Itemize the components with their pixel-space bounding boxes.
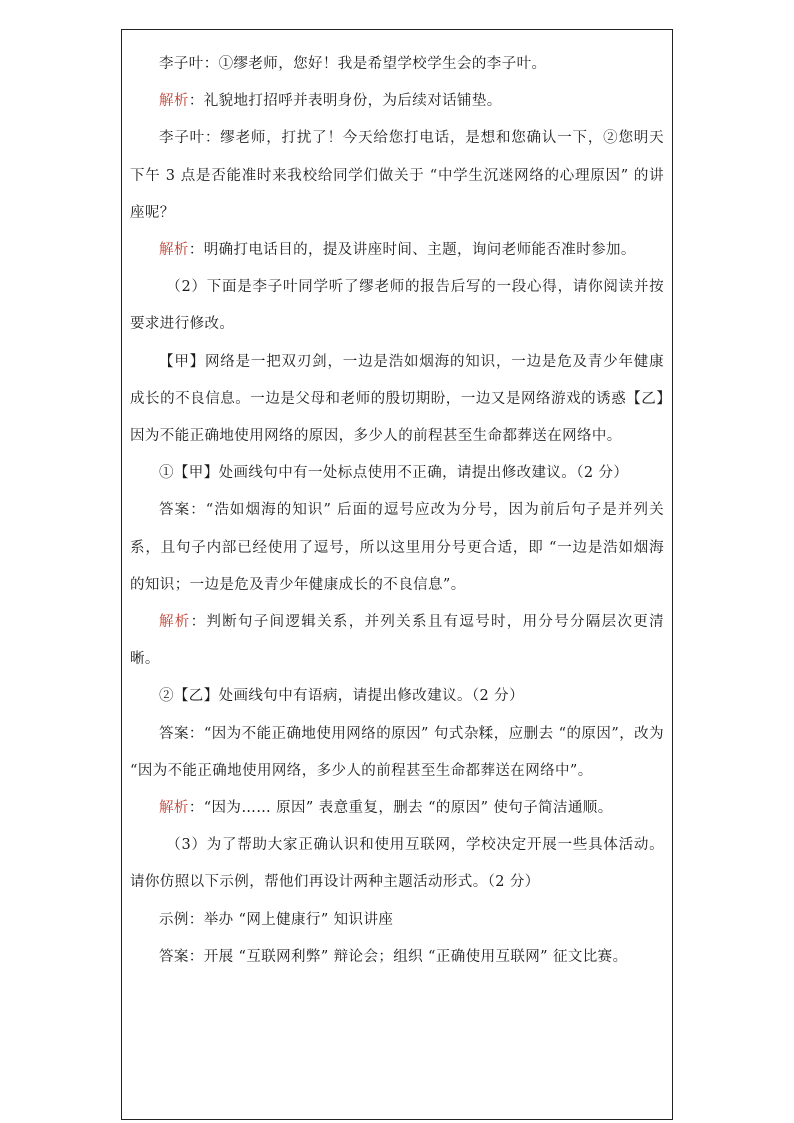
analysis-label: 解析 xyxy=(159,800,189,817)
document-frame xyxy=(121,29,673,1120)
answer-3 xyxy=(130,939,664,976)
analysis-3 xyxy=(130,604,664,678)
paragraph-text: 示例：举办 “网上健康行” 知识讲座 xyxy=(159,911,394,928)
paragraph-text: 答案：开展 “互联网利弊” 辩论会；组织 “正确使用互联网” 征文比赛。 xyxy=(159,948,628,965)
paragraph-text: ②【乙】处画线句中有语病，请提出修改建议。（2 分） xyxy=(159,688,524,705)
paragraph-text: ：判断句子间逻辑关系，并列关系且有逗号时，用分号分隔层次更清晰。 xyxy=(130,614,664,668)
paragraph-text: 李子叶：缪老师，打扰了！今天给您打电话，是想和您确认一下，②您明天下午 3 点是否能准时来我校给同学们做关于 “中学生沉迷网络的心理原因” 的讲座呢？ xyxy=(130,130,664,221)
paragraph-text: ①【甲】处画线句中有一处标点使用不正确，请提出修改建议。（2 分） xyxy=(159,465,629,482)
dialogue-li-1 xyxy=(130,46,664,83)
analysis-4 xyxy=(130,790,664,827)
paragraph-text: ：“因为…… 原因” 表意重复，删去 “的原因” 使句子简洁通顺。 xyxy=(188,800,613,817)
dialogue-li-2 xyxy=(130,120,664,232)
answer-1 xyxy=(130,492,664,604)
analysis-1 xyxy=(130,83,664,120)
paragraph-text: 【甲】网络是一把双刃剑，一边是浩如烟海的知识，一边是危及青少年健康成长的不良信息。一边是父母和老师的殷切期盼，一边又是网络游戏的诱惑【乙】因为不能正确地使用网络的原因，多少人的前程甚至生命都葬送在网络中。 xyxy=(130,353,664,445)
analysis-label: 解析 xyxy=(159,242,189,259)
answer-2 xyxy=(130,716,664,790)
paragraph-text: （2）下面是李子叶同学听了缪老师的报告后写的一段心得，请你阅读并按要求进行修改。 xyxy=(130,279,664,333)
question-3 xyxy=(130,827,664,901)
analysis-2 xyxy=(130,232,664,269)
paragraph-text: 答案：“浩如烟海的知识” 后面的逗号应改为分号，因为前后句子是并列关系，且句子内部已经使用了逗号，所以这里用分号更合适，即 “一边是浩如烟海的知识；一边是危及青少年健康成长的不良信息”。 xyxy=(130,502,664,593)
paragraph-text: ：礼貌地打招呼并表明身份，为后续对话铺垫。 xyxy=(188,93,502,110)
paragraph-text: 答案：“因为不能正确地使用网络的原因” 句式杂糅，应删去 “的原因”，改为 “因为不能正确地使用网络，多少人的前程甚至生命都葬送在网络中”。 xyxy=(130,725,664,779)
document-content xyxy=(130,46,664,976)
paragraph-text: 李子叶：①缪老师，您好！我是希望学校学生会的李子叶。 xyxy=(159,56,547,72)
example xyxy=(130,902,664,939)
question-2-1 xyxy=(130,455,664,492)
reading-passage xyxy=(130,344,664,456)
paragraph-text: ：明确打电话目的，提及讲座时间、主题，询问老师能否准时参加。 xyxy=(188,242,636,259)
analysis-label: 解析 xyxy=(159,93,189,110)
paragraph-text: （3）为了帮助大家正确认识和使用互联网，学校决定开展一些具体活动。请你仿照以下示例，帮他们再设计两种主题活动形式。（2 分） xyxy=(130,837,664,891)
question-2 xyxy=(130,269,664,343)
analysis-label: 解析 xyxy=(159,614,191,631)
question-2-2 xyxy=(130,678,664,715)
